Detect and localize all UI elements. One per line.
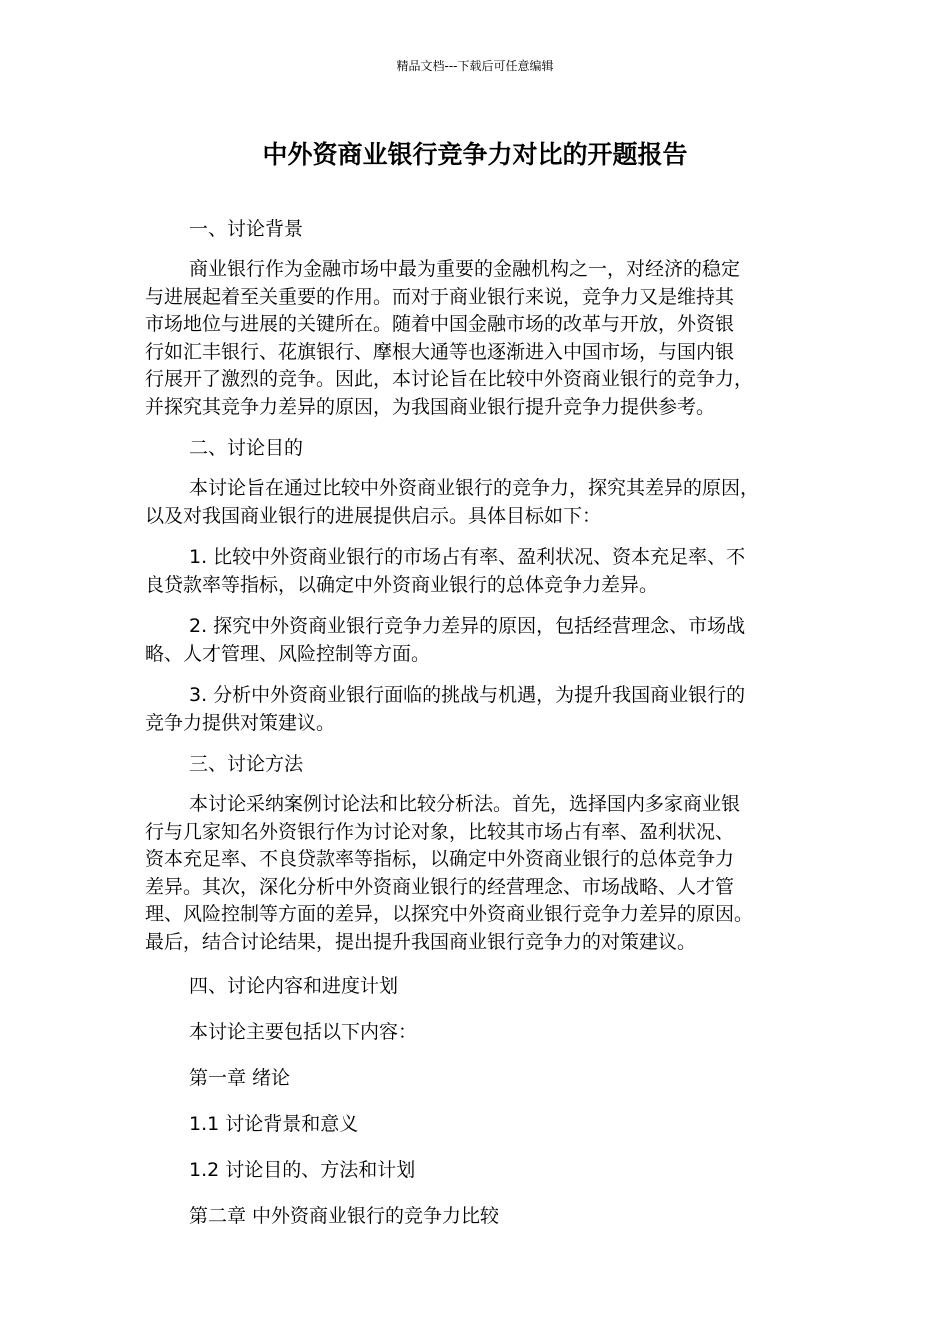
chapter-1-2: 1.2 讨论目的、方法和计划: [189, 1159, 416, 1181]
chapter-1: 第一章 绪论: [189, 1067, 291, 1089]
section-heading-method: 三、讨论方法: [189, 753, 304, 775]
paragraph-method: 本讨论采纳案例讨论法和比较分析法。首先，选择国内多家商业银 行与几家知名外资银行作为讨论对象，比较其市场占有率、盈利状况、 资本充足率、不良贷款率等指标，以确定中外资商业银行的总体竞争力 差异。其次，深化分析中外资商业银行的经营理念、市场战略、人才管 理、风险控制等方面的差异，以探究中外资商业银行竞争力差异的原因。 最后，结合讨论结果，提出提升我国商业银行竞争力的对策建议。: [145, 793, 754, 953]
chapter-2: 第二章 中外资商业银行的竞争力比较: [189, 1205, 500, 1227]
section-heading-content-plan: 四、讨论内容和进度计划: [189, 975, 399, 997]
document-title: 中外资商业银行竞争力对比的开题报告: [262, 140, 688, 169]
paragraph-purpose: 本讨论旨在通过比较中外资商业银行的竞争力，探究其差异的原因， 以及对我国商业银行的进展提供启示。具体目标如下：: [145, 477, 760, 527]
purpose-item-2: 2. 探究中外资商业银行竞争力差异的原因，包括经营理念、市场战 略、人才管理、风险控制等方面。: [145, 615, 746, 665]
paragraph-background: 商业银行作为金融市场中最为重要的金融机构之一，对经济的稳定 与进展起着至关重要的作用。而对于商业银行来说，竞争力又是维持其 市场地位与进展的关键所在。随着中国金融市场的改革与开放，外资银 行如汇丰银行、花旗银行、摩根大通等也逐渐进入中国市场，与国内银 行展开了激烈的竞争。因此，本讨论旨在比较中外资商业银行的竞争力， 并探究其竞争力差异的原因，为我国商业银行提升竞争力提供参考。: [145, 258, 754, 418]
section-heading-background: 一、讨论背景: [189, 218, 304, 240]
purpose-item-3: 3. 分析中外资商业银行面临的挑战与机遇，为提升我国商业银行的 竞争力提供对策建议。: [145, 684, 746, 734]
chapter-1-1: 1.1 讨论背景和意义: [189, 1113, 359, 1135]
document-body: [145, 210, 805, 1235]
content-intro: 本讨论主要包括以下内容：: [189, 1021, 418, 1043]
section-heading-purpose: 二、讨论目的: [189, 437, 304, 459]
purpose-item-1: 1. 比较中外资商业银行的市场占有率、盈利状况、资本充足率、不 良贷款率等指标，以确定中外资商业银行的总体竞争力差异。: [145, 546, 746, 596]
header-note: 精品文档---下载后可任意编辑: [396, 59, 554, 73]
